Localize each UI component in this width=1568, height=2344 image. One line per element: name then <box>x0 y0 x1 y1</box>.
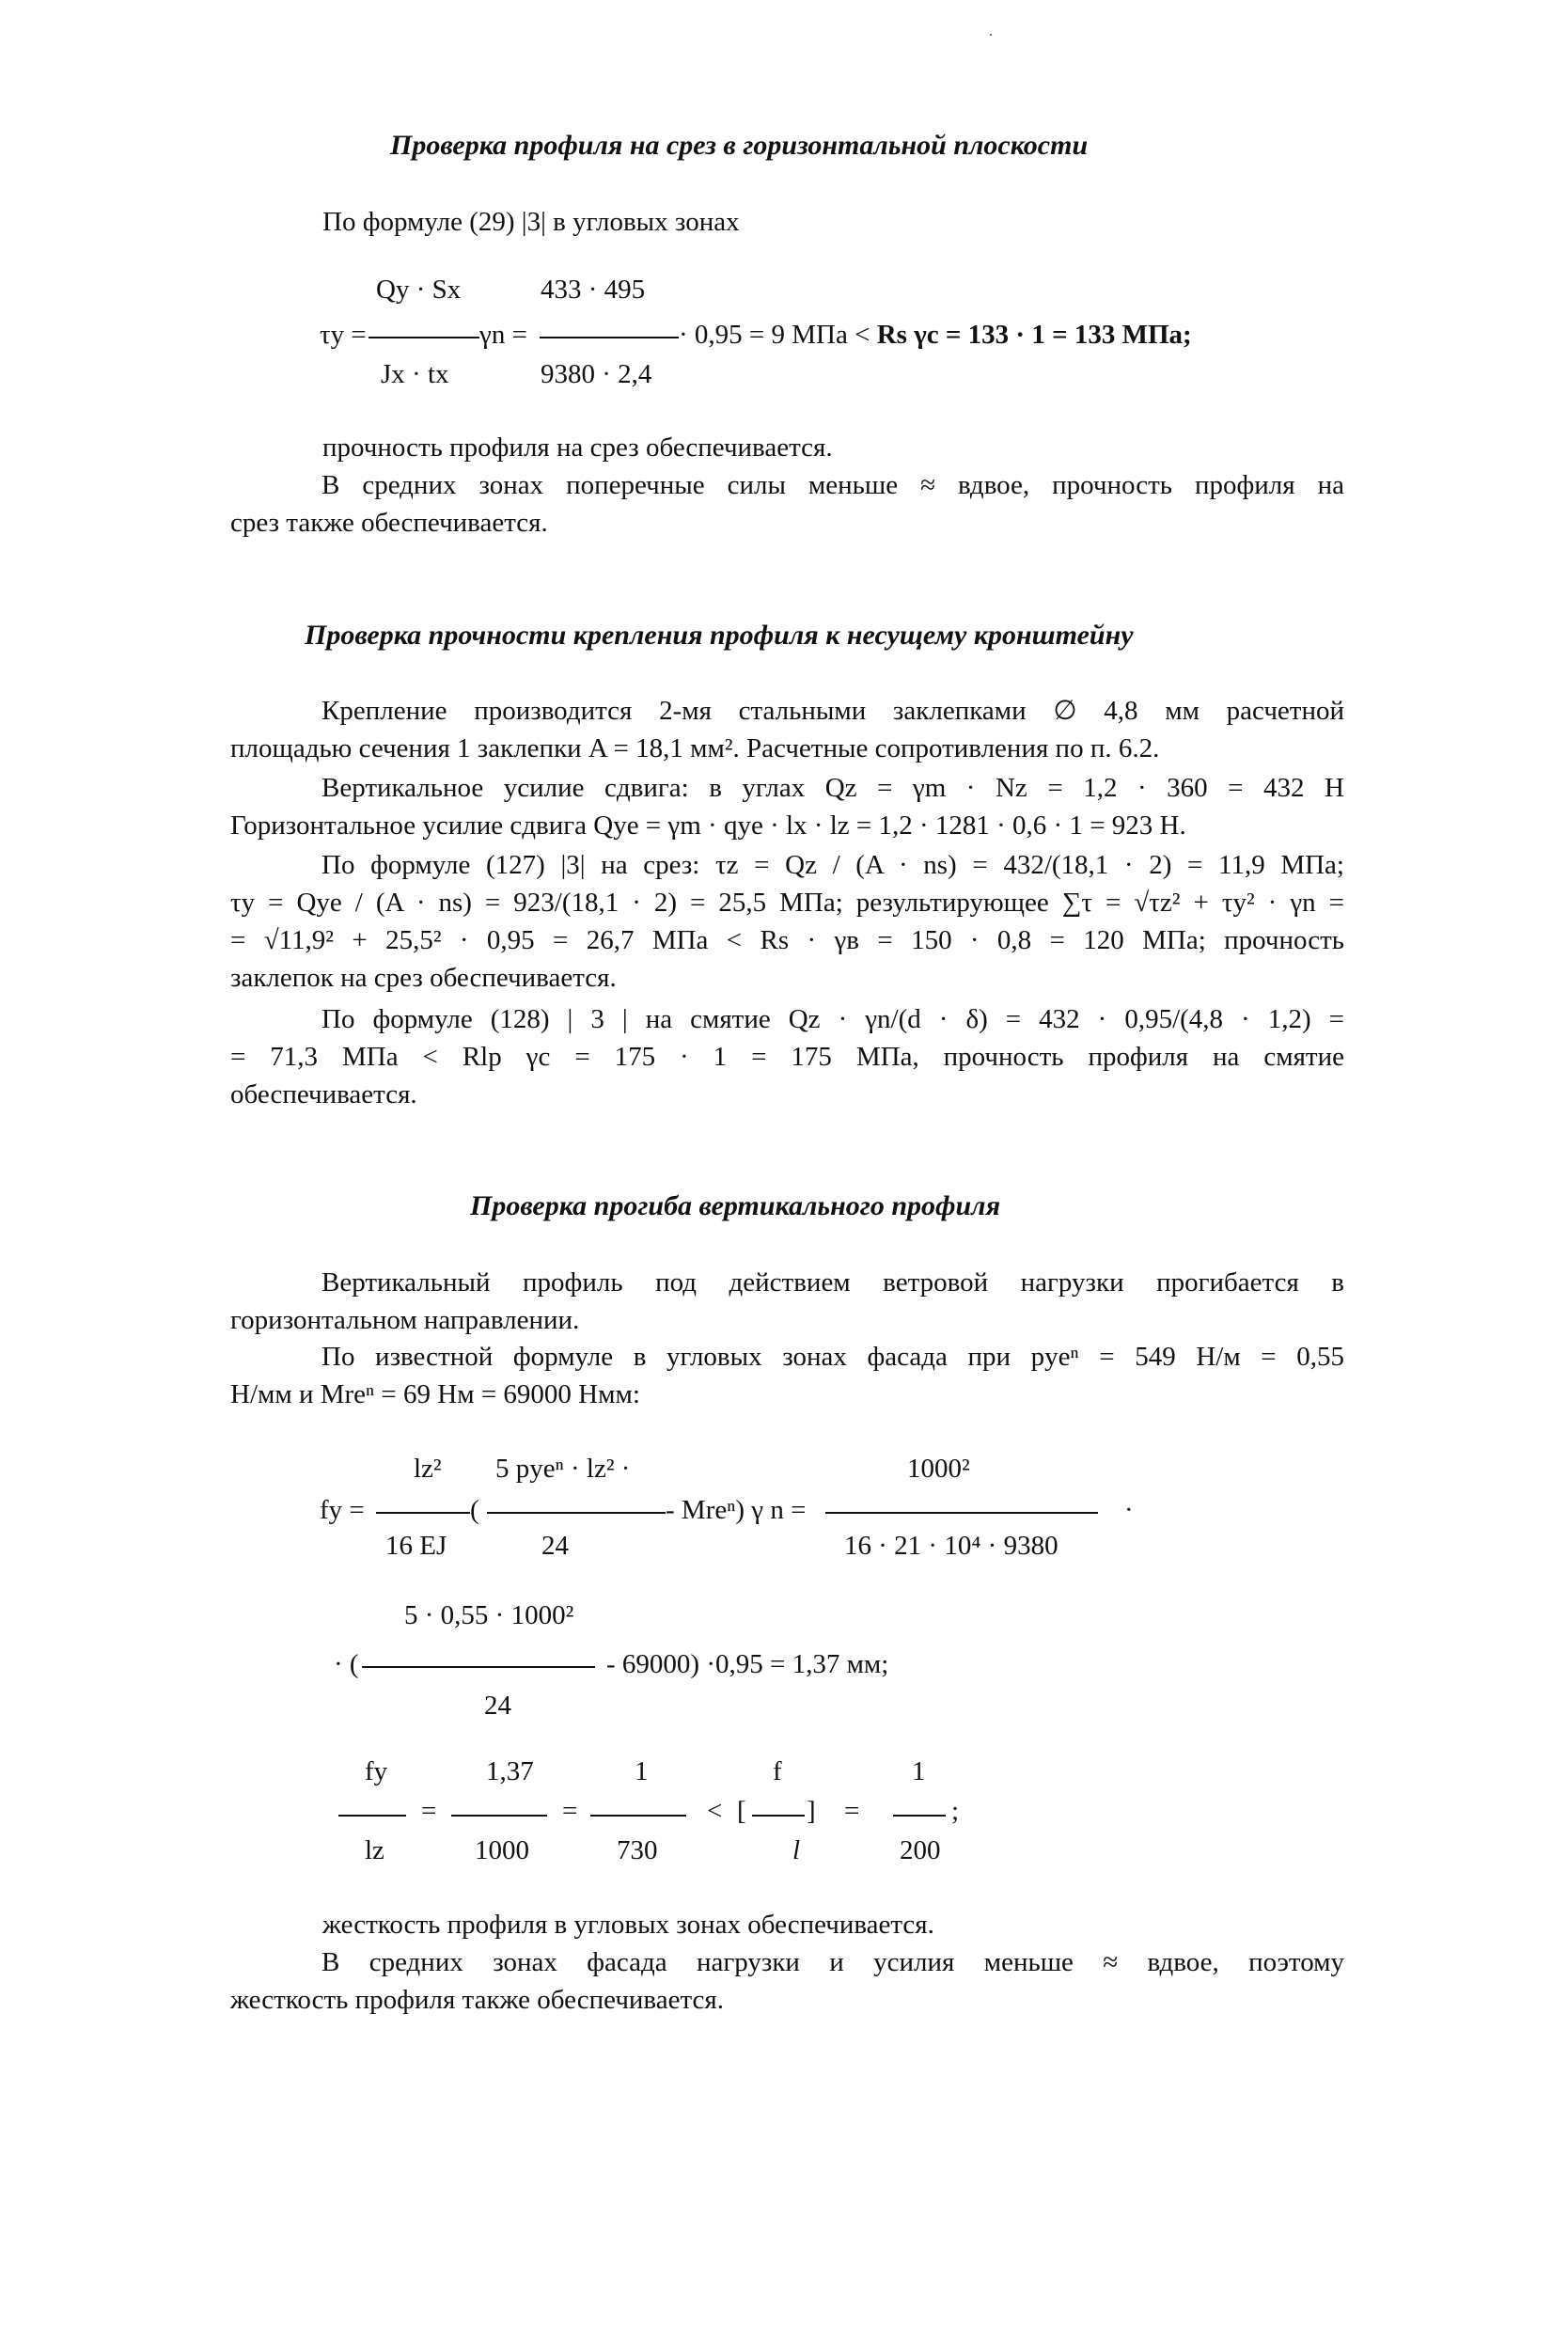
ratio-lt: < <box>707 1796 723 1826</box>
fraction-bar <box>338 1815 406 1817</box>
fraction-bar <box>376 1512 470 1514</box>
formula-num: 1000² <box>907 1454 970 1484</box>
ratio-den: l <box>792 1835 801 1865</box>
ratio-num: f <box>773 1756 782 1786</box>
formula-mid: γn = <box>479 320 527 350</box>
ratio-rbracket: ] <box>807 1796 816 1826</box>
formula-lead: · ( <box>334 1649 359 1679</box>
paragraph-rivets: Крепление производится 2-мя стальными заклепками ∅ 4,8 мм расчетной площадью сечения 1 заклепки A = 18,1 мм². Расчетные сопротивления по п. 6.2. <box>230 696 1344 763</box>
formula-lhs: fy = <box>320 1495 365 1525</box>
formula-num: 5 · 0,55 · 1000² <box>404 1600 574 1630</box>
fraction-bar <box>540 337 679 338</box>
ratio-num: 1 <box>635 1756 649 1786</box>
formula-den: 24 <box>484 1691 511 1721</box>
formula-num: 5 pyeⁿ · lz² · <box>495 1454 631 1484</box>
ratio-eq: = <box>844 1796 860 1826</box>
fraction-bar <box>893 1815 946 1817</box>
paragraph-deflection-formula-intro: По известной формуле в угловых зонах фасада при pyeⁿ = 549 Н/м = 0,55 Н/мм и Mreⁿ = 69 Нм = 69000 Нмм: <box>230 1342 1344 1409</box>
paragraph-deflection-intro: Вертикальный профиль под действием ветровой нагрузки прогибается в горизонтальном направлении. <box>230 1267 1344 1335</box>
scan-speck <box>990 34 992 36</box>
intro-line-shear: По формуле (29) |3| в угловых зонах <box>322 207 740 237</box>
formula-dot: · <box>1124 1495 1134 1525</box>
formula-num: 433 · 495 <box>541 275 646 305</box>
section-heading-fastening: Проверка прочности крепления профиля к несущему кронштейну <box>305 620 1134 651</box>
formula-num: Qy · Sx <box>376 275 462 305</box>
formula-den: 9380 · 2,4 <box>541 359 652 389</box>
paragraph-stiffness-result: жесткость профиля в угловых зонах обеспечивается. <box>322 1910 934 1940</box>
ratio-eq: = <box>562 1796 578 1826</box>
paragraph-shear-forces: Вертикальное усилие сдвига: в углах Qz = γm · Nz = 1,2 · 360 = 432 Н Горизонтальное усилие сдвига Qye = γm · qye · lx · lz = 1,2 · 1281 · 0,6 · 1 = 923 Н. <box>230 773 1344 841</box>
formula-paren: ( <box>470 1495 479 1525</box>
formula-lhs: τy = <box>320 320 367 350</box>
formula-den: Jx · tx <box>381 359 449 389</box>
ratio-num: 1 <box>912 1756 926 1786</box>
ratio-num: fy <box>365 1756 388 1786</box>
ratio-num: 1,37 <box>486 1756 534 1786</box>
ratio-end: ; <box>951 1796 960 1826</box>
fraction-bar <box>451 1815 547 1817</box>
ratio-eq: = <box>421 1796 437 1826</box>
paragraph-shear-result: прочность профиля на срез обеспечивается. <box>322 433 833 463</box>
section-heading-shear: Проверка профиля на срез в горизонтальной плоскости <box>390 130 1089 161</box>
formula-den: 16 · 21 · 10⁴ · 9380 <box>844 1531 1058 1561</box>
fraction-bar <box>487 1512 666 1514</box>
ratio-den: 730 <box>617 1835 658 1865</box>
ratio-den: 200 <box>900 1835 941 1865</box>
fraction-bar <box>368 337 479 338</box>
ratio-den: lz <box>365 1835 384 1865</box>
fraction-bar <box>590 1815 686 1817</box>
paragraph-rivet-shear: По формуле (127) |3| на срез: τz = Qz / (A · ns) = 432/(18,1 · 2) = 11,9 МПа; τy = Qye / (A · ns) = 923/(18,1 · 2) = 25,5 МПа; результирующее ∑τ = √τz² + τy² · γn = = √11,9² + 25,5² · 0,95 = 26,7 МПа < Rs · γв = 150 · 0,8 = 120 МПа; прочность заклепок на срез обеспечивается. <box>230 850 1344 993</box>
fraction-bar <box>362 1666 595 1668</box>
formula-tail: - 69000) ·0,95 = 1,37 мм; <box>606 1649 889 1679</box>
ratio-lbracket: [ <box>737 1796 746 1826</box>
formula-mid: - Mreⁿ) γ n = <box>666 1495 807 1525</box>
section-heading-deflection: Проверка прогиба вертикального профиля <box>470 1190 1001 1221</box>
ratio-den: 1000 <box>475 1835 529 1865</box>
fraction-bar <box>825 1512 1098 1514</box>
fraction-bar <box>752 1815 805 1817</box>
formula-den: 24 <box>541 1531 569 1561</box>
formula-tail: · 0,95 = 9 МПа < <box>679 320 877 350</box>
paragraph-stiffness-middle: В средних зонах фасада нагрузки и усилия меньше ≈ вдвое, поэтому жесткость профиля также обеспечивается. <box>230 1947 1344 2015</box>
formula-tail-bold: Rs γc = 133 · 1 = 133 МПа; <box>876 320 1192 350</box>
paragraph-bearing: По формуле (128) | 3 | на смятие Qz · γn/(d · δ) = 432 · 0,95/(4,8 · 1,2) = = 71,3 МПа < Rlp γc = 175 · 1 = 175 МПа, прочность профиля на смятие обеспечивается. <box>230 1004 1344 1109</box>
formula-num: lz² <box>414 1454 442 1484</box>
formula-den: 16 EJ <box>385 1531 447 1561</box>
paragraph-shear-middle: В средних зонах поперечные силы меньше ≈ вдвое, прочность профиля на срез также обеспечивается. <box>230 470 1344 538</box>
